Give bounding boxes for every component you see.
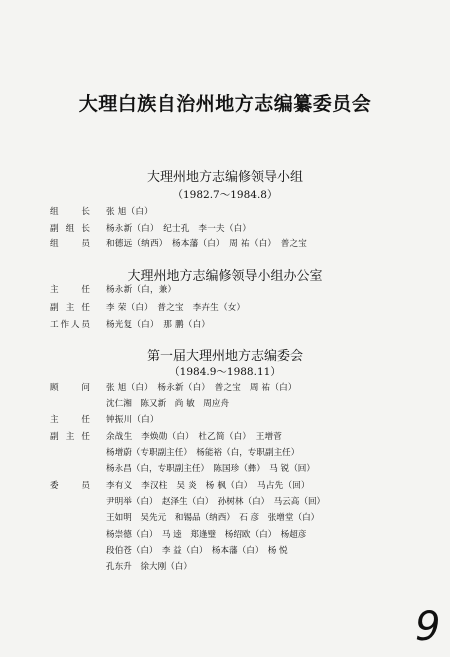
member-row [50,205,440,219]
member-row [50,222,440,236]
member-names: 沈仁湘 陈又新 尚 敏 周应舟 [106,399,230,409]
member-names: 李 荣（白） 普之宝 李卉生（女） [106,303,246,313]
member-row [50,462,440,476]
section-heading: 大理州地方志编修领导小组 [146,170,303,185]
member-row [50,413,440,427]
member-names: 李有义 李汉柱 吴 炎 杨 枫（白） 马占先（回） [106,481,310,491]
page-title: 大理白族自治州地方志编纂委员会 [78,93,372,115]
member-row [50,381,440,395]
member-row [50,560,440,574]
member-row [50,301,440,315]
member-row [50,479,440,493]
role-label: 委 员 [50,481,90,491]
page-number: 9 [415,604,441,650]
section-date: （1982.7～1984.8） [172,189,278,201]
section-heading: 大理州地方志编修领导小组办公室 [127,269,323,284]
member-names: 杨永新（白） 纪士孔 李一夫（白） [106,224,252,234]
member-names: 杨崇德（白） 马 逵 郑逢璧 杨绍欧（白） 杨超彦 [106,530,307,540]
role-label: 顾 问 [50,383,90,393]
member-names: 孔东升 徐大刚（白） [106,562,192,572]
role-label: 主 任 [50,285,90,295]
member-names: 和德远（纳西） 杨本藩（白） 周 祐（白） 普之宝 [106,239,308,249]
member-row [50,318,440,332]
member-names: 杨永昌（白，专职副主任） 陈国珍（彝） 马 锐（回） [106,464,315,474]
role-label: 副组长 [50,224,90,234]
member-names: 张 旭（白） [106,207,153,217]
member-names: 段伯苍（白） 李 益（白） 杨本藩（白） 杨 悦 [106,546,288,556]
member-names: 杨永新（白，兼） [106,285,177,295]
member-names: 尹明举（白） 赵泽生（白） 孙树林（白） 马云高（回） [106,497,326,507]
section-date: （1984.9～1988.11） [169,366,281,378]
role-label: 主 任 [50,415,90,425]
member-row [50,511,440,525]
role-label: 副主任 [50,303,90,313]
member-row [50,528,440,542]
member-names: 王如明 吴先元 和锡品（纳西） 石 彦 张增堂（白） [106,513,320,523]
member-row [50,430,440,444]
member-row [50,495,440,509]
role-label: 副主任 [50,432,90,442]
member-row [50,544,440,558]
role-label: 工作人员 [50,320,90,330]
member-names: 杨光复（白） 那 鹏（白） [106,320,211,330]
member-names: 钟振川（白） [106,415,159,425]
section-heading: 第一届大理州地方志编委会 [146,349,303,364]
member-names: 杨增蔚（专职副主任） 杨能裕（白，专职副主任） [106,448,300,458]
member-row [50,446,440,460]
member-row [50,237,440,251]
member-names: 张 旭（白） 杨永新（白） 普之宝 周 祐（白） [106,383,297,393]
role-label: 组 长 [50,207,90,217]
member-names: 余战生 李焕勋（白） 杜乙简（白） 王增菅 [106,432,283,442]
member-row [50,283,440,297]
member-row [50,397,440,411]
role-label: 组 员 [50,239,90,249]
